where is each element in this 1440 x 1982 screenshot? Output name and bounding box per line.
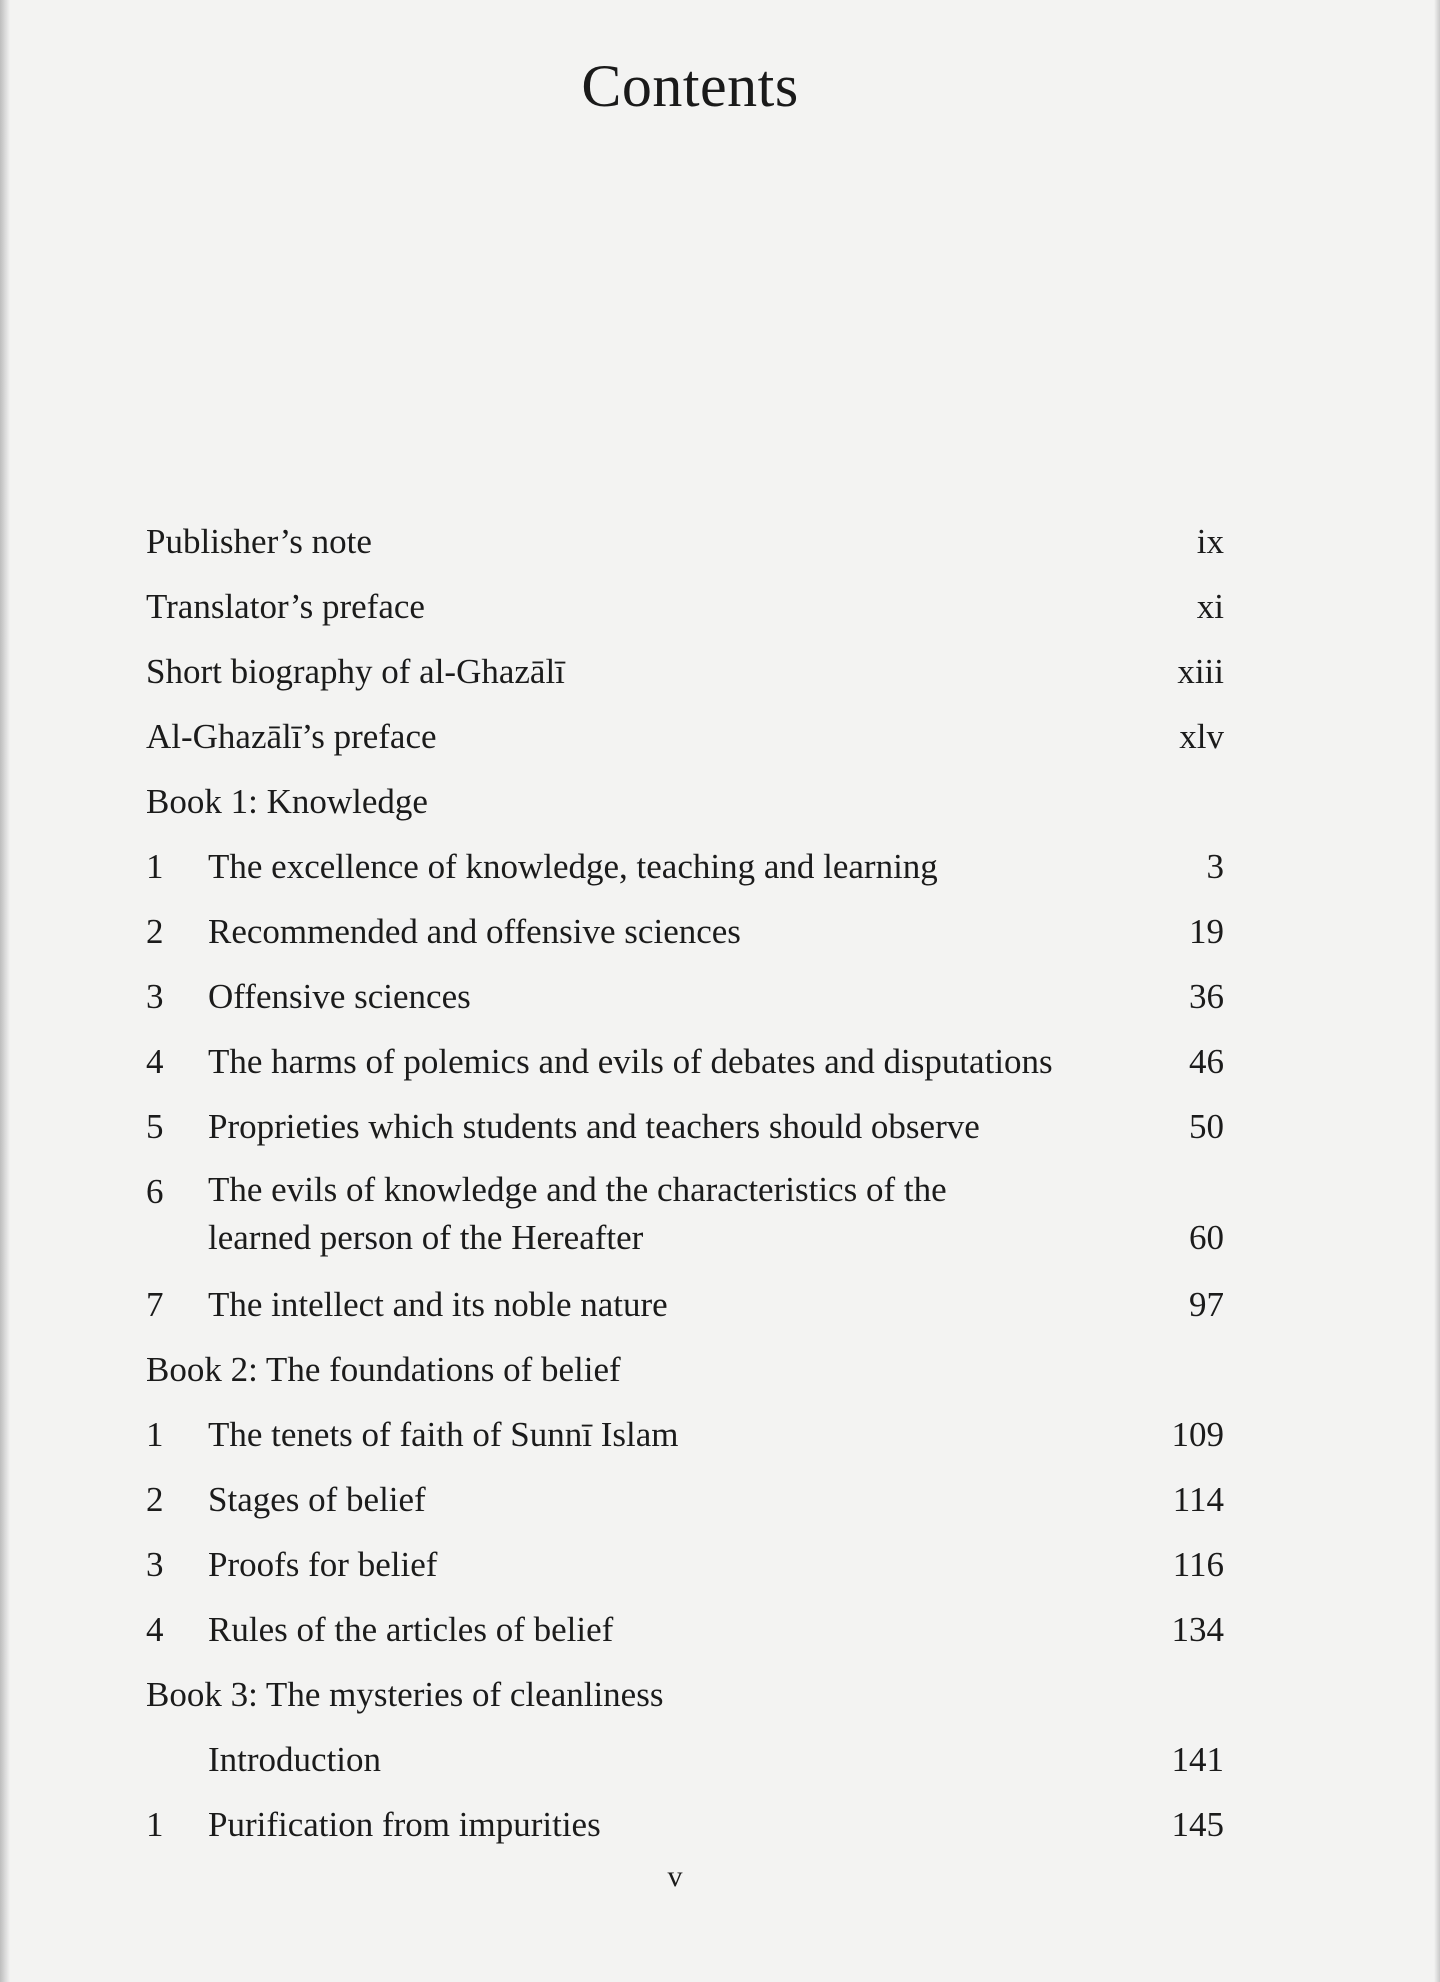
chapter-page: 46	[1189, 1042, 1224, 1081]
chapter-page: 114	[1172, 1480, 1224, 1519]
toc-chapter	[146, 1734, 1224, 1799]
chapter-title: The harms of polemics and evils of debates and disputations	[208, 1042, 1053, 1081]
toc-book-heading-2	[146, 1344, 1224, 1409]
chapter-number: 2	[146, 912, 164, 951]
table-of-contents	[146, 516, 1224, 1864]
chapter-title: Stages of belief	[208, 1480, 426, 1519]
toc-chapter	[146, 1474, 1224, 1539]
toc-entry-page: ix	[1196, 522, 1224, 561]
page-edge-left	[0, 0, 10, 1982]
toc-entry-short-biography	[146, 646, 1224, 711]
chapter-title-line-1: The evils of knowledge and the characteristics of the	[208, 1170, 947, 1209]
chapter-title: Proprieties which students and teachers should observe	[208, 1107, 980, 1146]
chapter-title-line-2: learned person of the Hereafter	[208, 1218, 644, 1257]
toc-chapter	[146, 1604, 1224, 1669]
page-edge-right	[1434, 0, 1440, 1982]
chapter-page: 36	[1189, 977, 1224, 1016]
toc-entry-page: xlv	[1179, 717, 1224, 756]
chapter-title: Purification from impurities	[208, 1805, 601, 1844]
chapter-number: 5	[146, 1107, 164, 1146]
toc-chapter	[146, 1166, 1224, 1279]
toc-entry-publishers-note	[146, 516, 1224, 581]
chapter-title	[208, 1166, 1088, 1262]
chapter-page: 3	[1206, 847, 1224, 886]
toc-entry-ghazali-preface	[146, 711, 1224, 776]
book-title: Book 3: The mysteries of cleanliness	[146, 1675, 664, 1714]
toc-chapter	[146, 971, 1224, 1036]
toc-entry-label: Short biography of al-Ghazālī	[146, 652, 565, 691]
chapter-number: 4	[146, 1610, 164, 1649]
chapter-number: 1	[146, 847, 164, 886]
chapter-number: 4	[146, 1042, 164, 1081]
chapter-title: Offensive sciences	[208, 977, 471, 1016]
chapter-title: Proofs for belief	[208, 1545, 438, 1584]
page-folio: v	[667, 1860, 683, 1893]
chapter-page: 116	[1172, 1545, 1224, 1584]
toc-entry-page: xi	[1196, 587, 1224, 626]
toc-book-heading-3	[146, 1669, 1224, 1734]
chapter-number: 1	[146, 1415, 164, 1454]
chapter-number: 3	[146, 977, 164, 1016]
chapter-number: 3	[146, 1545, 164, 1584]
chapter-number: 6	[146, 1172, 164, 1211]
chapter-page: 60	[1189, 1218, 1224, 1257]
toc-chapter	[146, 906, 1224, 971]
chapter-page: 97	[1189, 1285, 1224, 1324]
chapter-page: 141	[1171, 1740, 1224, 1779]
chapter-page: 50	[1189, 1107, 1224, 1146]
chapter-page: 19	[1189, 912, 1224, 951]
toc-chapter	[146, 1036, 1224, 1101]
chapter-title: Introduction	[208, 1740, 382, 1779]
toc-chapter	[146, 1101, 1224, 1166]
toc-entry-label: Al-Ghazālī’s preface	[146, 717, 437, 756]
toc-entry-translators-preface	[146, 581, 1224, 646]
toc-chapter	[146, 1409, 1224, 1474]
toc-chapter	[146, 841, 1224, 906]
chapter-number: 2	[146, 1480, 164, 1519]
toc-entry-label: Translator’s preface	[146, 587, 425, 626]
chapter-page: 145	[1171, 1805, 1224, 1844]
toc-entry-page: xiii	[1177, 652, 1224, 691]
chapter-page: 134	[1171, 1610, 1224, 1649]
chapter-page: 109	[1171, 1415, 1224, 1454]
book-title: Book 2: The foundations of belief	[146, 1350, 621, 1389]
chapter-title: Rules of the articles of belief	[208, 1610, 614, 1649]
chapter-title: Recommended and offensive sciences	[208, 912, 741, 951]
chapter-number: 1	[146, 1805, 164, 1844]
toc-chapter	[146, 1799, 1224, 1864]
chapter-title: The excellence of knowledge, teaching and learning	[208, 847, 938, 886]
toc-book-heading-1	[146, 776, 1224, 841]
page-title: Contents	[581, 53, 799, 119]
book-title: Book 1: Knowledge	[146, 782, 428, 821]
chapter-number: 7	[146, 1285, 164, 1324]
toc-entry-label: Publisher’s note	[146, 522, 372, 561]
toc-chapter	[146, 1539, 1224, 1604]
chapter-title: The intellect and its noble nature	[208, 1285, 668, 1324]
toc-chapter	[146, 1279, 1224, 1344]
chapter-title: The tenets of faith of Sunnī Islam	[208, 1415, 679, 1454]
